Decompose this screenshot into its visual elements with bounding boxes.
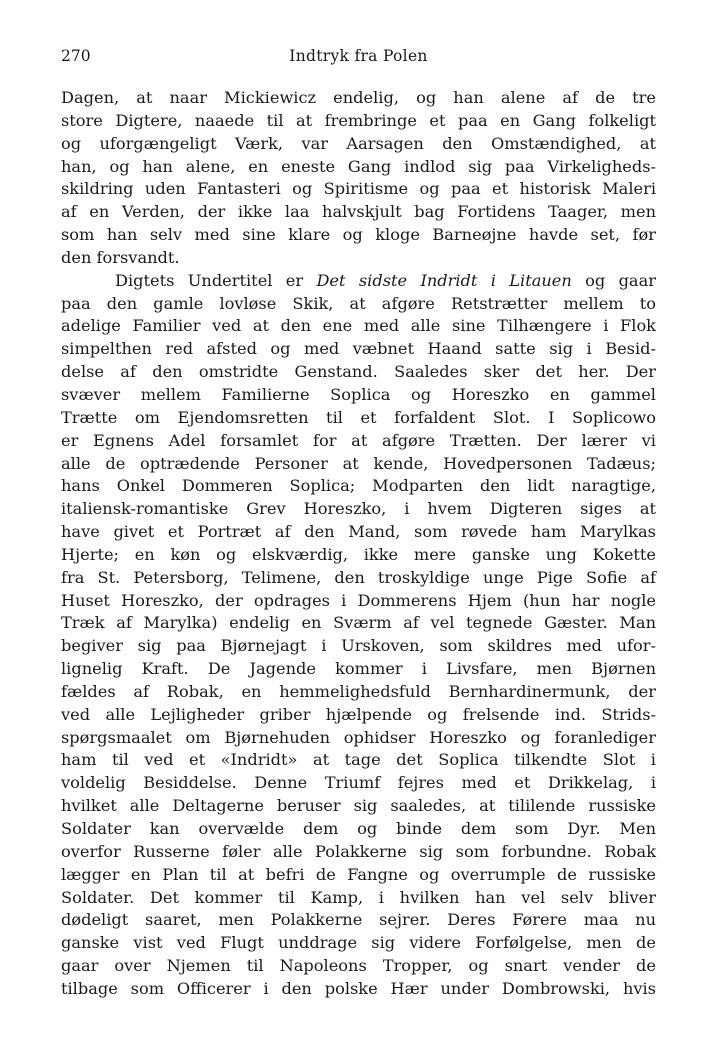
- text-line: overfor Russerne føler alle Polakkerne sig som forbundne. Robak: [61, 841, 656, 861]
- text-line: lignelig Kraft. De Jagende kommer i Livsfare, men Bjørnen: [61, 659, 656, 679]
- text-line: simpelthen red afsted og med væbnet Haand satte sig i Besid-: [61, 339, 656, 359]
- text-line: han, og han alene, en eneste Gang indlod sig paa Virkeligheds-: [61, 156, 656, 176]
- text-line: Huset Horeszko, der opdrages i Dommerens Hjem (hun har nogle: [61, 590, 656, 610]
- text-line: hans Onkel Dommeren Soplica; Modparten den lidt naragtige,: [61, 476, 656, 496]
- text-line: svæver mellem Familierne Soplica og Horeszko en gammel: [61, 384, 656, 404]
- text-line: Hjerte; en køn og elskværdig, ikke mere ganske ung Kokette: [61, 544, 656, 564]
- text-line: voldelig Besiddelse. Denne Triumf fejres med et Drikkelag, i: [61, 773, 656, 793]
- line-prefix: Digtets Undertitel er: [115, 270, 317, 290]
- text-line: Træk af Marylka) endelig en Sværm af vel tegnede Gæster. Man: [61, 613, 656, 633]
- page-number: 270: [61, 47, 91, 65]
- text-line: fra St. Petersborg, Telimene, den troskyldige unge Pige Sofie af: [61, 567, 656, 587]
- page-header: [61, 44, 656, 68]
- text-line: delse af den omstridte Genstand. Saaledes sker det her. Der: [61, 362, 656, 382]
- text-line: have givet et Portræt af den Mand, som røvede ham Marylkas: [61, 522, 656, 542]
- text-line: af en Verden, der ikke laa halvskjult bag Fortidens Taager, men: [61, 202, 656, 222]
- text-line: lægger en Plan til at befri de Fangne og overrumple de russiske: [61, 864, 656, 884]
- italic-subtitle: Det sidste Indridt i Litauen: [316, 270, 572, 290]
- text-line: spørgsmaalet om Bjørnehuden ophidser Horeszko og foranlediger: [61, 727, 656, 747]
- text-line: skildring uden Fantasteri og Spiritisme og paa et historisk Maleri: [61, 179, 656, 199]
- text-line: adelige Familier ved at den ene med alle sine Tilhængere i Flok: [61, 316, 656, 336]
- text-line: italiensk-romantiske Grev Horeszko, i hvem Digteren siges at: [61, 499, 656, 519]
- text-line: begiver sig paa Bjørnejagt i Urskoven, som skildres med ufor-: [61, 636, 656, 656]
- line-suffix: og gaar: [571, 270, 656, 290]
- text-line: gaar over Njemen til Napoleons Tropper, og snart vender de: [61, 956, 656, 976]
- text-line: og uforgængeligt Værk, var Aarsagen den Omstændighed, at: [61, 133, 656, 153]
- text-line: ganske vist ved Flugt unddrage sig videre Forfølgelse, men de: [61, 933, 656, 953]
- text-line: Soldater. Det kommer til Kamp, i hvilken han vel selv bliver: [61, 887, 656, 907]
- text-line: som han selv med sine klare og kloge Barneøjne havde set, før: [61, 225, 656, 245]
- text-line: tilbage som Officerer i den polske Hær under Dombrowski, hvis: [61, 978, 656, 998]
- body-text: [61, 87, 656, 1001]
- text-line: paa den gamle lovløse Skik, at afgøre Retstrætter mellem to: [61, 293, 656, 313]
- text-line: alle de optrædende Personer at kende, Hovedpersonen Tadæus;: [61, 453, 656, 473]
- text-line: Trætte om Ejendomsretten til et forfaldent Slot. I Soplicowo: [61, 407, 656, 427]
- text-line: hvilket alle Deltagerne beruser sig saaledes, at tililende russiske: [61, 796, 656, 816]
- text-line: store Digtere, naaede til at frembringe et paa en Gang folkeligt: [61, 110, 656, 130]
- paragraph-end-line: den forsvandt.: [61, 247, 180, 267]
- text-line: er Egnens Adel forsamlet for at afgøre Trætten. Der lærer vi: [61, 430, 656, 450]
- paragraph-start-line: [61, 270, 656, 293]
- text-line: Soldater kan overvælde dem og binde dem som Dyr. Men: [61, 819, 656, 838]
- text-line: fældes af Robak, en hemmelighedsfuld Bernhardinermunk, der: [61, 681, 656, 701]
- text-line: Dagen, at naar Mickiewicz endelig, og han alene af de tre: [61, 88, 656, 107]
- text-line: dødeligt saaret, men Polakkerne sejrer. Deres Førere maa nu: [61, 910, 656, 930]
- text-line: ham til ved et «Indridt» at tage det Soplica tilkendte Slot i: [61, 750, 656, 770]
- text-line: ved alle Lejligheder griber hjælpende og frelsende ind. Strids-: [61, 704, 656, 724]
- running-title: Indtryk fra Polen: [289, 47, 428, 65]
